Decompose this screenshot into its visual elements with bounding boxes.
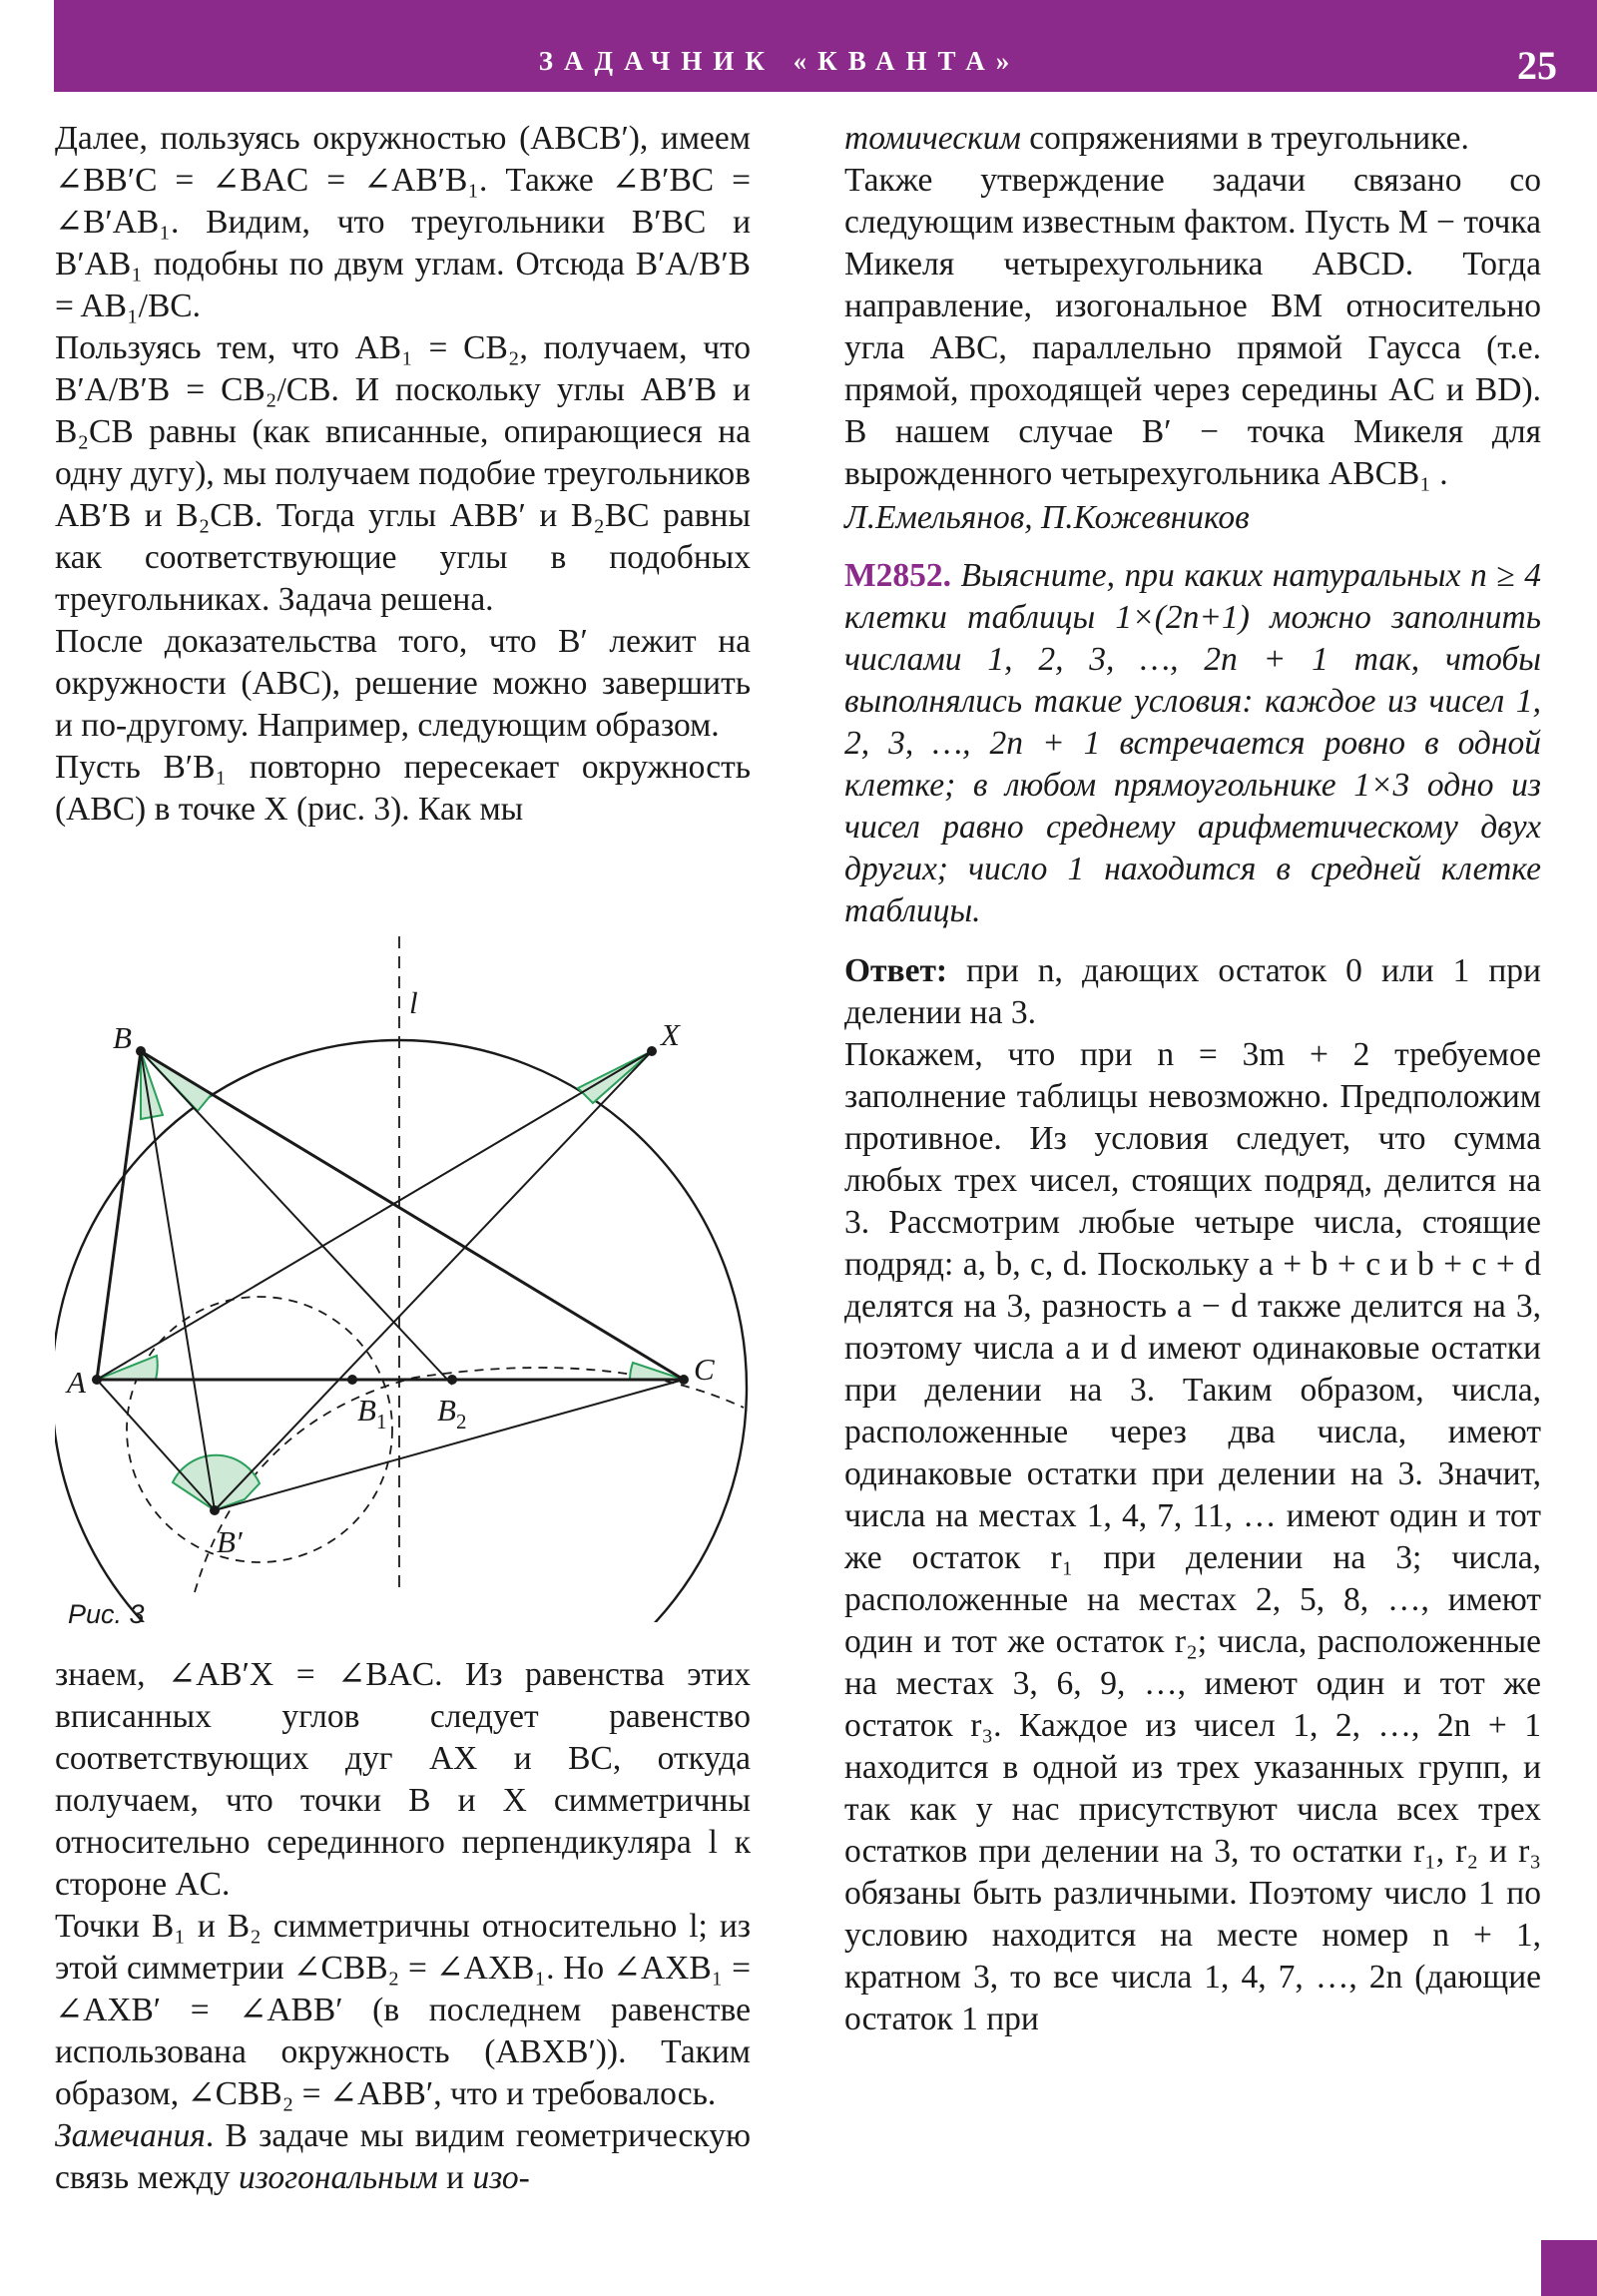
paragraph: Пусть B′B₁ повторно пересекает окружность (ABC) в точке X (рис. 3). Как мы: [55, 749, 751, 828]
continuation-paragraph: [844, 118, 1541, 160]
remark-paragraph: [55, 2115, 751, 2199]
remark-label: Замечания: [55, 2117, 206, 2154]
figure-caption: Рис. 3: [68, 1599, 145, 1629]
angle-mark: [97, 1356, 158, 1380]
label-l: l: [409, 985, 418, 1020]
point-B1: [347, 1375, 357, 1385]
paragraph: После доказательства того, что B′ лежит на окружности (ABC), решение можно завершить и по-другому. Например, следующим образом.: [55, 623, 751, 744]
label-Bprime: B′: [217, 1524, 243, 1559]
answer-text: при n, дающих остаток 0 или 1 при делении на 3.: [844, 952, 1541, 1031]
label-B: B: [113, 1020, 132, 1055]
remark-text: и: [437, 2159, 473, 2196]
dashed-arc: [195, 1368, 744, 1592]
page-number: 25: [1517, 43, 1557, 88]
paragraph: Также утверждение задачи связано со следующим известным фактом. Пусть M − точка Микеля четырехугольника ABCD. Тогда направление, изогональное BM относительно угла ABC, параллельно прямой Гаусса (т.е. прямой, проходящей через середины AC и BD). В нашем случае B′ − точка Микеля для вырожденного четырехугольника ABCB₁ .: [844, 162, 1541, 492]
left-column-continued: [55, 1654, 751, 2199]
running-header: [54, 0, 1597, 92]
solution-paragraph: Покажем, что при n = 3m + 2 требуемое заполнение таблицы невозможно. Предположим противное. Из условия следует, что сумма любых трех чисел, стоящих подряд, делится на 3. Рассмотрим любые четыре числа, стоящие подряд: a, b, c, d. Поскольку a + b + c и b + c + d делятся на 3, разность a − d также делится на 3, поэтому числа a и d имеют одинаковые остатки при делении на 3. Таким образом, числа, расположенные через два числа, имеют одинаковые остатки при делении на 3. Значит, числа на местах 1, 4, 7, 11, … имеют один и тот же остаток r₁ при делении на 3; числа, расположенные на местах 2, 5, 8, …, имеют один и тот же остаток r₂; числа, расположенные на местах 3, 6, 9, …, имеют один и тот же остаток r₃. Каждое из чисел 1, 2, …, 2n + 1 находится в одной из трех указанных групп, и так как у нас присутствуют числа всех трех остатков при делении на 3, то остатки r₁, r₂ и r₃ обязаны быть различными. Поэтому число 1 по условию находится на месте номер n + 1, кратном 3, то все числа 1, 4, 7, …, 2n (дающие остаток 1 при: [844, 1036, 1541, 2037]
paragraph: Пользуясь тем, что AB₁ = CB₂, получаем, что B′A/B′B = CB₂/CB. И поскольку углы AB′B и B₂CB равны (как вписанные, опирающиеся на одну дугу), мы получаем подобие треугольников AB′B и B₂CB. Тогда углы ABB′ и B₂BC равны как соответствующие углы в подобных треугольниках. Задача решена.: [55, 329, 751, 618]
dashed-circle: [127, 1297, 392, 1562]
angle-mark: [578, 1051, 652, 1103]
remark-italic: изогональным: [238, 2159, 438, 2196]
point-B: [136, 1046, 146, 1056]
problem-text: Выясните, при каких натуральных n ≥ 4 клетки таблицы 1×(2n+1) можно заполнить числами 1, 2, 3, …, 2n + 1 так, чтобы выполнялись такие условия: каждое из чисел 1, 2, 3, …, 2n + 1 встречается ровно в одной клетке; в любом прямоугольнике 1×3 одно из чисел равно среднему арифметическому двух других; число 1 находится в средней клетке таблицы.: [844, 557, 1541, 929]
continuation-italic: томическим: [844, 120, 1021, 157]
answer-label: Ответ:: [844, 952, 948, 989]
label-X: X: [661, 1017, 680, 1052]
remark-italic: изо-: [472, 2159, 530, 2196]
paragraph: Точки B₁ и B₂ симметричны относительно l; из этой симметрии ∠CBB₂ = ∠AXB₁. Но ∠AXB₁ = ∠AXB′ = ∠ABB′ (в последнем равенстве использована окружность (ABXB′)). Таким образом, ∠CBB₂ = ∠ABB′, что и требовалось.: [55, 1908, 751, 2112]
circumcircle: [55, 1040, 747, 1622]
problem-statement: [844, 555, 1541, 932]
running-title: ЗАДАЧНИК «КВАНТА»: [538, 46, 1021, 76]
author-signature: Л.Емельянов, П.Кожевников: [844, 499, 1250, 536]
paragraph: знаем, ∠AB′X = ∠BAC. Из равенства этих вписанных углов следует равенство соответствующих дуг AX и BC, откуда получаем, что точки B и X симметричны относительно серединного перпендикуляра l к стороне AC.: [55, 1656, 751, 1903]
label-B1: $B_1$: [357, 1393, 387, 1434]
label-A: A: [67, 1365, 86, 1400]
problem-number: М2852.: [844, 557, 951, 594]
label-C: C: [694, 1352, 715, 1387]
geometry-figure: [55, 903, 774, 1622]
corner-tab: [1541, 2240, 1597, 2296]
point-C: [679, 1375, 689, 1385]
point-Bprime: [210, 1505, 220, 1515]
angle-mark: [630, 1363, 684, 1380]
angle-marks: [97, 1051, 684, 1510]
continuation-text: сопряжениями в треугольнике.: [1020, 120, 1469, 157]
right-column: [844, 118, 1541, 2040]
label-B2: $B_2$: [437, 1393, 467, 1434]
remark-text: . В задаче мы видим геометрическую связь между: [55, 2117, 751, 2196]
point-A: [92, 1375, 102, 1385]
left-column: [55, 118, 751, 831]
point-X: [647, 1046, 657, 1056]
paragraph: Далее, пользуясь окружностью (ABCB′), имеем ∠BB′C = ∠BAC = ∠AB′B₁. Также ∠B′BC = ∠B′AB₁. Видим, что треугольники B′BC и B′AB₁ подобны по двум углам. Отсюда B′A/B′B = AB₁/BC.: [55, 120, 751, 324]
point-B2: [447, 1375, 457, 1385]
answer-paragraph: [844, 950, 1541, 1034]
